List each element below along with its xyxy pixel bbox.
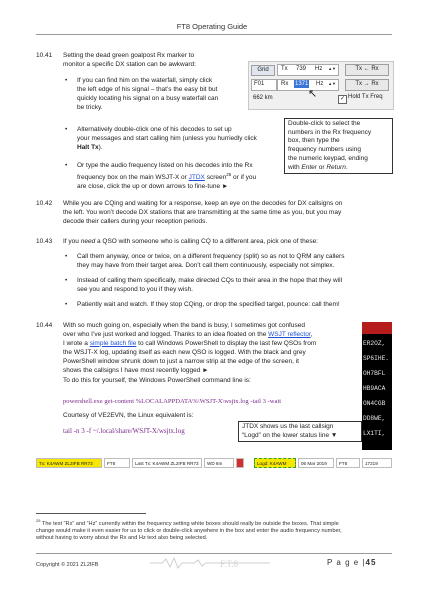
section-10-44: 10.44 With so much going on, especially when the band is busy, I sometimes got confused over who I’ve just worked and logged. Thanks to an idea floated on the WSJT reflector, I wrote a simple batch file to call Windows PowerShell to display the last few QSOs from the WSJT-X log, updating itself as each new QSO is logged. With the black and grey PowerShell window shrunk down to just a narrow strip at the edge of the screen, it shows the callsigns I have most recently logged ► To do this for yourself, the Windows PowerShell command line is: bbox=[36, 322, 317, 385]
bullet-dot: • bbox=[65, 77, 68, 84]
waveform-watermark-icon bbox=[150, 556, 270, 570]
log-callsign: LX1TI, bbox=[363, 430, 386, 437]
section-intro: Setting the dead green goalpost Rx marker to monitor a specific DX station can be awkward: bbox=[63, 52, 196, 68]
linux-command: tail -n 3 -f ~/.local/share/WSJT-X/wsjtx.log bbox=[63, 427, 185, 435]
svg-text:F.T.8: F.T.8 bbox=[220, 559, 239, 569]
option-wait-watch: • Patiently wait and watch. If they stop CQing, or drop the specified target, pounce: call them! bbox=[65, 301, 340, 308]
f01-field[interactable]: F01 bbox=[251, 79, 277, 91]
section-number: 10.44 bbox=[36, 322, 53, 329]
status-wd: WD 6m bbox=[204, 458, 234, 468]
section-10-42: 10.42 While you are CQing and waiting for a response, keep an eye on the decodes for DX callsigns on the left. You won’t decode DX stations that are transmitting at the same time as you, but you may decode their callers during your reception periods. bbox=[36, 200, 343, 225]
spin-arrows-icon[interactable]: ▲▼ bbox=[328, 81, 336, 86]
jtdx-link[interactable]: JTDX bbox=[188, 174, 205, 182]
log-callsign: DD8WE, bbox=[363, 415, 386, 422]
window-title-bar bbox=[362, 322, 392, 334]
halt-tx-label: Halt Tx bbox=[77, 143, 99, 151]
tx-to-rx-button[interactable]: Tx → Rx bbox=[345, 79, 389, 91]
status-mode: FT8 bbox=[104, 458, 130, 468]
footnote-rule bbox=[36, 513, 146, 514]
footnote-25: $^{25}$ The text “Rx” and “Hz” currently within the frequency setting white boxes should really be outside the boxes. That simple change would make it even easier for us to click or double-click anywhere in the box and enter the audio frequency number, without having to worry about the Rx and Hz text also being selected. bbox=[36, 518, 342, 542]
bullet-2: • Alternatively double-click one of his decodes to set up your messages and start calling him (unless you hurriedly click Halt Tx). bbox=[65, 126, 257, 151]
page-header-title: FT8 Operating Guide bbox=[176, 22, 248, 31]
status-tx-message: Tx: K4AWM ZL2IFB RR73 bbox=[36, 458, 102, 468]
log-callsign: OH7BFL bbox=[363, 370, 386, 377]
status-counter: 17219 bbox=[362, 458, 392, 468]
section-number: 10.41 bbox=[36, 52, 53, 59]
section-number: 10.43 bbox=[36, 238, 53, 245]
status-red-indicator bbox=[236, 458, 244, 468]
tx-from-rx-button[interactable]: Tx ← Rx bbox=[345, 64, 389, 76]
option-directed-cq: • Instead of calling them specifically, make directed CQs to their area in the hope that they will see you and respond to you if they wish. bbox=[65, 277, 343, 293]
footer-rule bbox=[36, 553, 392, 554]
hold-tx-freq-checkbox[interactable]: ✓ bbox=[339, 96, 346, 102]
log-callsign: ON4CGB bbox=[363, 400, 386, 407]
bullet-1: • If you can find him on the waterfall, simply click the left edge of his signal – that’s the easy bit but quickly locating his signal on a busy waterfall can be tricky. bbox=[65, 77, 219, 111]
bullet-dot: • bbox=[65, 126, 68, 133]
linux-courtesy-line: Courtesy of VE2EVN, the Linux equivalent is: bbox=[63, 412, 194, 419]
bullet-dot: • bbox=[65, 162, 68, 169]
rx-frequency-tip-callout: Double-click to select the numbers in the Rx frequency box, then type the frequency numbers using the numeric keypad, ending with Enter or Return. bbox=[284, 118, 393, 174]
powershell-log-window bbox=[362, 322, 392, 450]
copyright-notice: Copyright © 2021 ZL2IFB bbox=[36, 562, 99, 568]
status-mode-2: FT8 bbox=[336, 458, 360, 468]
status-logd: Logd: K4AWM bbox=[254, 458, 296, 468]
wsjt-reflector-link[interactable]: WSJT reflector bbox=[268, 330, 311, 338]
batch-file-link[interactable]: simple batch file bbox=[89, 339, 137, 347]
section-number: 10.42 bbox=[36, 200, 53, 207]
section-10-43: 10.43 If you need a QSO with someone who is calling CQ to a different area, pick one of these: bbox=[36, 238, 318, 245]
mouse-pointer-icon: ↖ bbox=[308, 88, 318, 100]
page-number: P a g e |45 bbox=[327, 558, 377, 567]
tx-frequency-box[interactable]: Tx 739 Hz ▲▼ bbox=[277, 64, 339, 76]
logd-tip-callout: JTDX shows us the last callsign “Logd” on the lower status line ▼ bbox=[238, 421, 362, 442]
powershell-command: powershell.exe get-content %LOCALAPPDATA%\WSJT-X\wsjtx.log -tail 3 -wait bbox=[63, 398, 282, 405]
log-callsign: ER2OZ, bbox=[363, 340, 386, 347]
rx-frequency-box[interactable]: Rx 1371 Hz ▲▼ bbox=[277, 79, 339, 91]
grid-tab[interactable]: Grid bbox=[251, 65, 275, 76]
log-callsign: HB9ACA bbox=[363, 385, 386, 392]
jtdx-status-bar bbox=[36, 458, 392, 469]
status-date: 06 Mar 2019 bbox=[298, 458, 334, 468]
bullet-3: • Or type the audio frequency listed on his decodes into the Rx frequency box on the main WSJT-X or JTDX screen$^{25}$ or if you are close, click the up or down arrows to fine-tune ► bbox=[65, 162, 257, 190]
distance-readout: 662 km bbox=[253, 95, 273, 101]
rx-value-selected[interactable]: 1371 bbox=[295, 81, 309, 87]
hold-tx-freq-label: Hold Tx Freq bbox=[348, 94, 383, 100]
spin-arrows-icon[interactable]: ▲▼ bbox=[328, 66, 336, 71]
wsjtx-frequency-panel bbox=[248, 61, 394, 110]
log-callsign: SP6IHE. bbox=[363, 355, 389, 362]
header-rule bbox=[36, 34, 392, 35]
status-last-tx: Last Tx: K4AWM ZL2IFB RR73 bbox=[132, 458, 202, 468]
option-call-split: • Call them anyway, once or twice, on a different frequency (split) so as not to QRM any callers they may have from their target area. Don’t call them continuously, especially not simplex. bbox=[65, 253, 345, 269]
